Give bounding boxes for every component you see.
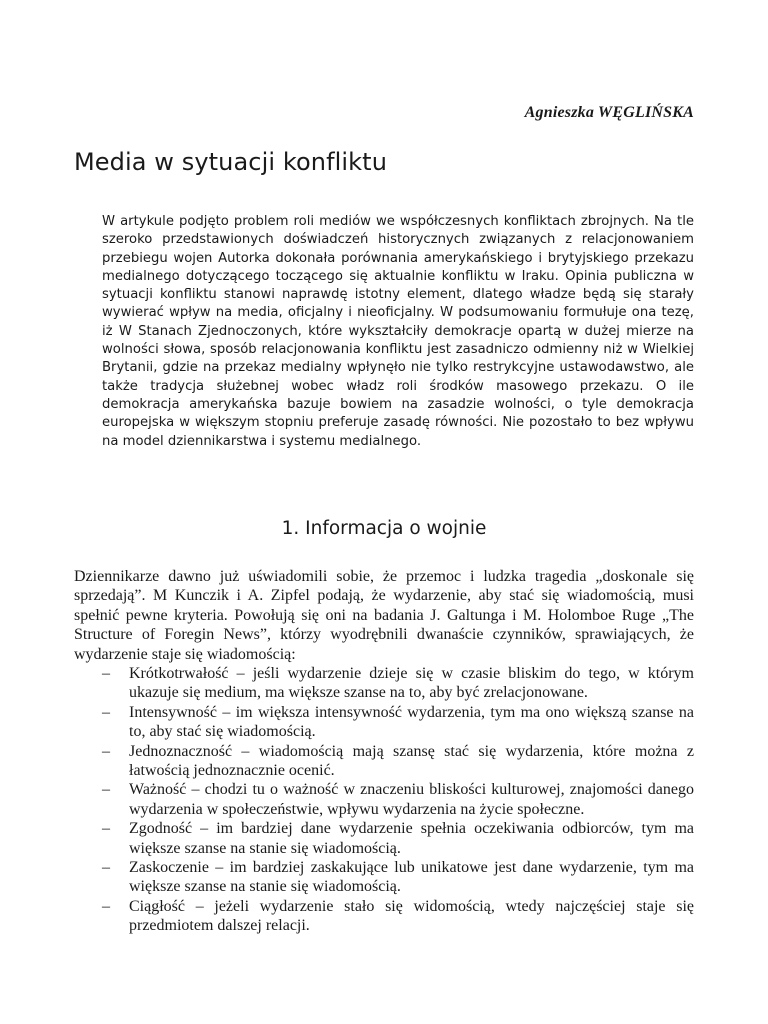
- list-dash: –: [102, 665, 110, 682]
- list-item-text: Zaskoczenie – im bardziej zaskakujące lub unikatowe jest dane wydarzenie, tym ma większe szanse na stanie się wiadomością.: [129, 859, 694, 896]
- list-item-text: Ciągłość – jeżeli wydarzenie stało się widomością, wtedy najczęściej staje się przedmiotem dalszej relacji.: [129, 897, 694, 935]
- criteria-list: [74, 664, 694, 936]
- list-item-text: Ważność – chodzi tu o ważność w znaczeniu bliskości kulturowej, znajomości danego wydarzenia w społeczeństwie, wpływu wydarzenia na życie społeczne.: [129, 781, 694, 818]
- section-heading: 1. Informacja o wojnie: [281, 518, 487, 539]
- list-item: [74, 819, 694, 858]
- list-item-text: Zgodność – im bardziej dane wydarzenie spełnia oczekiwania odbiorców, tym ma większe szanse na stanie się wiadomością.: [129, 820, 694, 857]
- list-item: [74, 780, 694, 819]
- author-name: Agnieszka WĘGLIŃSKA: [524, 104, 694, 121]
- list-dash: –: [102, 897, 110, 915]
- list-item: [74, 703, 694, 742]
- list-item-text: Intensywność – im większa intensywność wydarzenia, tym ma ono większą szanse na to, aby stać się wiadomością.: [129, 703, 694, 741]
- list-dash: –: [102, 781, 110, 799]
- article-title: Media w sytuacji konfliktu: [74, 148, 388, 176]
- list-item-text: Krótkotrwałość – jeśli wydarzenie dzieje się w czasie bliskim do tego, w którym ukazuje się medium, ma większe szanse na to, aby być zrelacjonowane.: [129, 665, 694, 702]
- list-item: [74, 858, 694, 897]
- abstract: W artykule podjęto problem roli mediów we współczesnych konfliktach zbrojnych. Na tle szeroko przedstawionych doświadczeń historycznych związanych z relacjonowaniem przebiegu wojen Autorka dokonała porównania amerykańskiego i brytyjskiego przekazu medialnego dotyczącego toczącego się aktualnie konfliktu w Iraku. Opinia publiczna w sytuacji konfliktu stanowi naprawdę istotny element, dlatego władze będą się starały wywierać wpływ na media, oficjalny i nieoficjalny. W podsumowaniu formułuje ona tezę, iż W Stanach Zjednoczonych, które wykształciły demokracje opartą w dużej mierze na wolności słowa, sposób relacjonowania konfliktu jest zasadniczo odmienny niż w Wielkiej Brytanii, gdzie na przekaz medialny wpłynęło nie tylko restrykcyjne ustawodawstwo, ale także tradycja służebnej wobec władz roli środków masowego przekazu. O ile demokracja amerykańska bazuje bowiem na zasadzie wolności, o tyle demokracja europejska w większym stopniu preferuje zasadę równości. Nie pozostało to bez wpływu na model dziennikarstwa i systemu medialnego.: [102, 214, 694, 449]
- list-dash: –: [102, 859, 110, 877]
- section-intro-paragraph: Dziennikarze dawno już uświadomili sobie, że przemoc i ludzka tragedia „doskonale się sprzedają”. M Kunczik i A. Zipfel podają, że wydarzenie, aby stać się wiadomością, musi spełnić pewne kryteria. Powołują się oni na badania J. Galtunga i M. Holomboe Ruge „The Structure of Foregin News”, którzy wyodrębnili dwanaście czynników, sprawiających, że wydarzenie staje się wiadomością:: [74, 568, 694, 663]
- list-dash: –: [102, 820, 110, 838]
- list-item: [74, 897, 694, 936]
- list-item: [74, 742, 694, 781]
- list-dash: –: [102, 742, 110, 760]
- list-dash: –: [102, 703, 110, 721]
- list-item: [74, 664, 694, 703]
- list-item-text: Jednoznaczność – wiadomością mają szansę stać się wydarzenia, które można z łatwością jednoznacznie ocenić.: [129, 742, 694, 780]
